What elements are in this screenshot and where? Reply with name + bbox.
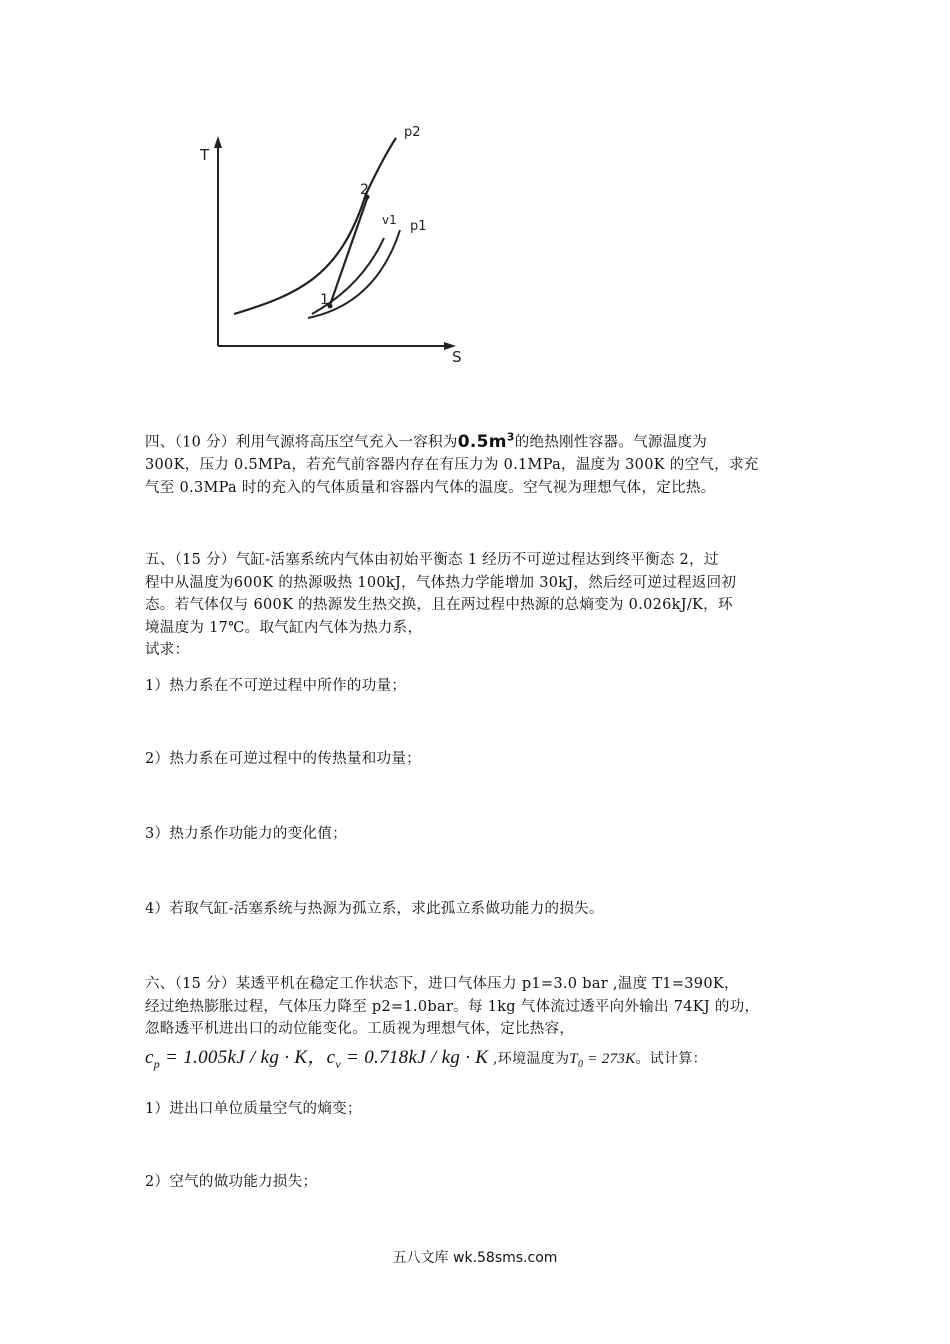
q6-line-1: 六、（15 分）某透平机在稳定工作状态下，进口气体压力 p1=3.0 bar ,温度 T1=390K，	[145, 976, 739, 992]
q4-volume	[458, 432, 515, 452]
t0-subscript: 0	[577, 1059, 584, 1070]
q4-volume-value: 0.5m	[457, 431, 507, 452]
cv-subscript: v	[335, 1056, 341, 1071]
cv-symbol: c	[326, 1047, 336, 1068]
cp-value: = 1.005kJ / kg · K，	[160, 1047, 327, 1068]
t0-formula	[569, 1051, 636, 1070]
q6-formula-row	[145, 1043, 810, 1080]
q5-item-4: 4）若取气缸-活塞系统与热源为孤立系，求此孤立系做功能力的损失。	[145, 901, 604, 917]
q4-line-1	[145, 426, 810, 454]
q5-line-1: 五、（15 分）气缸-活塞系统内气体由初始平衡态 1 经历不可逆过程达到终平衡态 2，过	[145, 552, 719, 568]
q5-line-3: 态。若气体仅与 600K 的热源发生热交换，且在两过程中热源的总熵变为 0.026kJ/K，环	[145, 597, 733, 613]
p1-label: p1	[410, 219, 427, 234]
ts-diagram-svg	[190, 110, 480, 380]
q5-item-1: 1）热力系在不可逆过程中所作的功量；	[145, 678, 407, 694]
v1-label: v1	[382, 213, 397, 227]
s-axis-label: S	[452, 348, 462, 366]
q6-item-2: 2）空气的做功能力损失；	[145, 1174, 318, 1190]
process-line-1-2	[330, 196, 368, 305]
ts-diagram	[190, 110, 480, 380]
t-axis-label: T	[200, 146, 210, 164]
t0-value: = 273K	[583, 1051, 636, 1067]
q4-line-3: 气至 0.3MPa 时的充入的气体质量和容器内气体的温度。空气视为理想气体，定比热。	[145, 479, 716, 496]
t-axis-arrow	[214, 136, 222, 148]
q4-line-1-post: 的绝热刚性容器。气源温度为	[514, 434, 708, 451]
q4-volume-exponent: 3	[506, 430, 515, 443]
cp-formula	[145, 1047, 327, 1071]
q6-line-2: 经过绝热膨胀过程，气体压力降至 p2=1.0bar。每 1kg 气体流过透平向外输出 74KJ 的功，	[145, 998, 760, 1015]
q4-line-1-pre: 四、（10 分）利用气源将高压空气充入一容积为	[145, 434, 458, 451]
point-1-label: 1	[320, 292, 329, 308]
question-4	[145, 426, 810, 499]
q5-line-4: 境温度为 17℃。取气缸内气体为热力系，	[145, 619, 423, 636]
q6-item-1: 1）进出口单位质量空气的熵变；	[145, 1101, 362, 1117]
question-5	[145, 549, 810, 662]
q5-line-2: 程中从温度为600K 的热源吸热 100kJ，气体热力学能增加 30kJ，然后经可逆过程返回初	[145, 574, 737, 591]
p2-isobar-curve	[234, 138, 396, 314]
q4-line-2: 300K，压力 0.5MPa，若充气前容器内存在有压力为 0.1MPa，温度为 300K 的空气，求充	[145, 457, 759, 474]
point-2-label: 2	[360, 182, 369, 198]
q6-line-3: 忽略透平机进出口的动位能变化。工质视为理想气体，定比热容，	[145, 1021, 575, 1037]
q6-formula-line	[145, 1043, 810, 1080]
cp-symbol: c	[145, 1047, 154, 1068]
t0-symbol: T	[569, 1051, 578, 1067]
p2-label: p2	[404, 125, 421, 140]
q6-calc-text: 。试计算：	[635, 1051, 707, 1067]
cv-formula	[326, 1047, 489, 1071]
q6-ambient-text: ,环境温度为	[488, 1051, 570, 1067]
q5-line-5: 试求：	[145, 642, 190, 658]
cv-value: = 0.718kJ / kg · K	[341, 1047, 489, 1068]
q5-item-3: 3）热力系作功能力的变化值；	[145, 826, 347, 842]
question-6	[145, 973, 810, 1041]
q5-item-2: 2）热力系在可逆过程中的传热量和功量；	[145, 751, 421, 767]
footer-watermark-text: 五八文库 wk.58sms.com	[392, 1250, 558, 1266]
cp-subscript: p	[153, 1056, 161, 1071]
